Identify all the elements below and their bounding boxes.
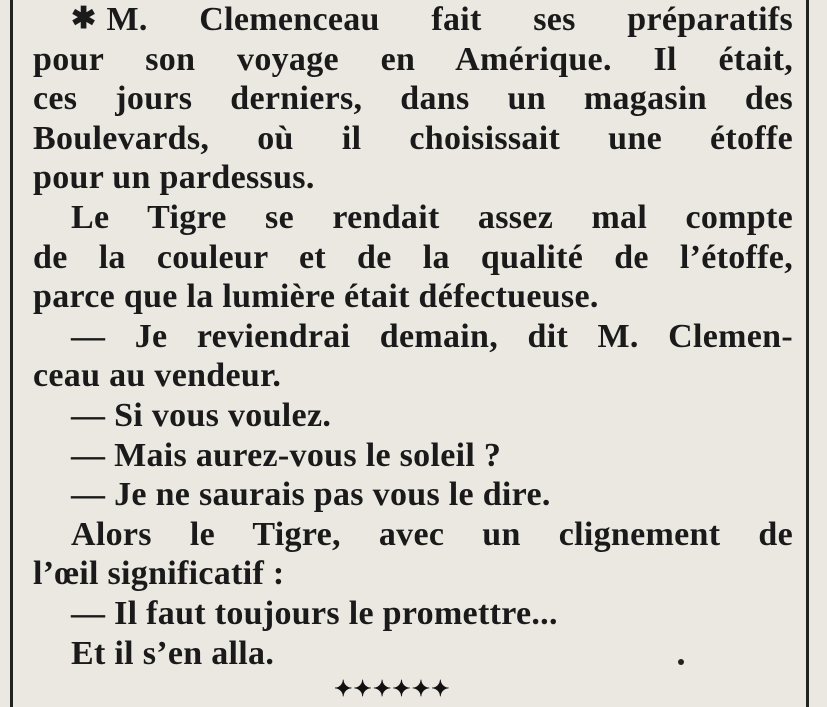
article-line-6: Le Tigre se rendait assez mal compte [71, 198, 793, 236]
article-line-10: ceau au vendeur. [33, 357, 282, 395]
article-line-1: ✱ M. Clemenceau fait ses préparatifs [71, 1, 793, 38]
article-line-8: parce que la lumière était défectueuse. [33, 278, 599, 316]
article-line-5: pour un pardessus. [33, 159, 315, 197]
star-icon: ✱ [71, 2, 97, 35]
article-line-7: de la couleur et de la qualité de l’étoffe, [33, 238, 793, 276]
left-column-rule [10, 0, 13, 707]
article-line-4: Boulevards, où il choisissait une étoffe [33, 119, 793, 157]
article-line-15: l’œil significatif : [33, 555, 285, 593]
article-line-13: — Je ne saurais pas vous le dire. [71, 476, 551, 514]
article-body [33, 0, 793, 673]
article-line-16: — Il faut toujours le promettre... [71, 594, 558, 632]
article-line-2: pour son voyage en Amérique. Il était, [33, 40, 793, 78]
article-line-14: Alors le Tigre, avec un clignement de [71, 515, 793, 553]
article-line-3: ces jours derniers, dans un magasin des [33, 80, 793, 118]
article-line-17: Et il s’en alla. [71, 634, 275, 672]
article-line-11: — Si vous voulez. [71, 396, 332, 434]
right-column-rule [806, 0, 809, 707]
section-ornament: ✦✦✦✦✦✦ [334, 676, 451, 701]
article-line-9: — Je reviendrai demain, dit M. Clemen- [71, 317, 793, 355]
article-line-12: — Mais aurez-vous le soleil ? [71, 436, 502, 474]
ink-speck [678, 659, 684, 665]
